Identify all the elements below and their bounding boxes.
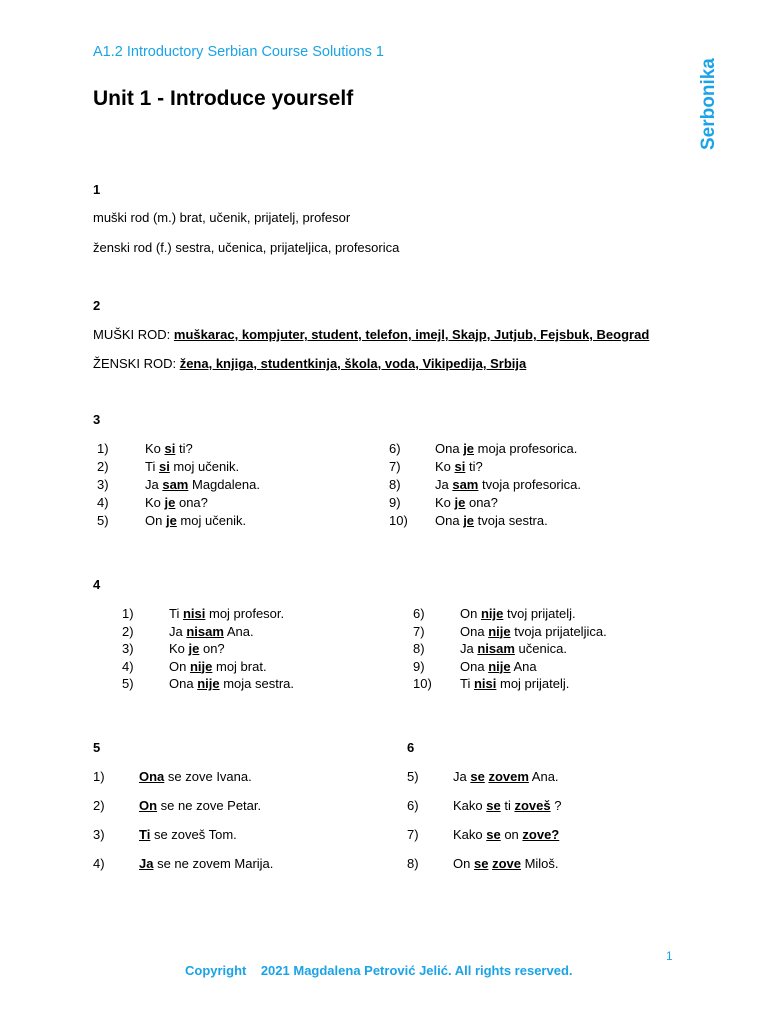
- sentence-text: [453, 855, 559, 873]
- answer-word: sam: [452, 477, 479, 492]
- page-title: Unit 1 - Introduce yourself: [93, 87, 354, 110]
- answer-word: nije: [197, 676, 220, 691]
- item-number: 5): [122, 676, 134, 691]
- sentence-end: tvoja profesorica.: [478, 477, 581, 492]
- sentence-row: [122, 605, 382, 623]
- sentence-end: on?: [199, 641, 225, 656]
- answer-word: je: [463, 441, 475, 456]
- exercise-5-list: [93, 768, 383, 884]
- exercise-4-number: 4: [93, 577, 101, 592]
- sentence-fragment: ?: [550, 798, 562, 813]
- item-number: 6): [389, 441, 401, 456]
- sentence-row: [389, 440, 689, 458]
- exercise-3-left-list: [97, 440, 357, 530]
- sentence-end: ti?: [465, 459, 483, 474]
- sentence-start: Ona: [435, 441, 464, 456]
- sentence-start: Ja: [435, 477, 453, 492]
- sentence-text: [460, 605, 576, 623]
- sentence-row: [407, 797, 707, 826]
- sentence-row: [93, 797, 383, 826]
- sentence-text: [145, 512, 246, 530]
- sentence-fragment: se ne zovem Marija.: [153, 856, 274, 871]
- answer-word: On: [139, 798, 158, 813]
- sentence-row: [407, 855, 707, 884]
- answer-word: nije: [488, 658, 511, 674]
- item-number: 7): [389, 459, 401, 474]
- sentence-row: [97, 494, 357, 512]
- item-number: 7): [407, 827, 419, 842]
- item-number: 7): [413, 623, 425, 639]
- answer-word: je: [164, 495, 176, 510]
- item-number: 3): [97, 477, 109, 492]
- sentence-text: [435, 512, 548, 530]
- answer-word: zoveš: [514, 798, 551, 813]
- item-number: 1): [97, 441, 109, 456]
- answer-word: se: [470, 769, 485, 784]
- exercise-4-right-list: [413, 605, 713, 693]
- answer-word: nije: [189, 658, 213, 674]
- answer-word: je: [165, 513, 177, 528]
- page-number: 1: [666, 949, 673, 963]
- sentence-text: [169, 658, 267, 676]
- exercise-1-number: 1: [93, 182, 101, 197]
- answer-word: je: [454, 495, 466, 510]
- sentence-text: [453, 768, 559, 786]
- item-number: 10): [413, 676, 432, 691]
- sentence-start: Ti: [460, 676, 474, 691]
- sentence-start: Ja: [169, 623, 187, 639]
- item-number: 4): [93, 856, 105, 871]
- sentence-end: Ana.: [223, 623, 254, 639]
- sentence-text: [169, 675, 294, 693]
- sentence-end: Ana: [510, 658, 537, 674]
- sentence-start: Ona: [169, 676, 198, 691]
- sentence-text: [460, 640, 567, 658]
- sentence-row: [93, 826, 383, 855]
- sentence-end: moj učenik.: [169, 459, 240, 474]
- item-number: 5): [407, 769, 419, 784]
- sentence-row: [389, 476, 689, 494]
- answer-word: se: [486, 798, 501, 813]
- item-number: 6): [413, 606, 425, 621]
- answer-word: sam: [162, 477, 189, 492]
- exercise-3-right-list: [389, 440, 689, 530]
- exercise-6-list: [407, 768, 707, 884]
- sentence-row: [93, 768, 383, 797]
- sentence-start: Ona: [435, 513, 464, 528]
- sentence-text: [145, 494, 208, 512]
- feminine-words: žena, knjiga, studentkinja, škola, voda, Vikipedija, Srbija: [179, 356, 527, 371]
- exercise-1-line-masculine: muški rod (m.) brat, učenik, prijatelj, profesor: [93, 210, 351, 225]
- masculine-label: MUŠKI ROD:: [93, 327, 171, 342]
- answer-word: je: [463, 513, 475, 528]
- masculine-words: muškarac, kompjuter, student, telefon, imejl, Skajp, Jutjub, Fejsbuk, Beograd: [173, 327, 650, 342]
- sentence-end: moj brat.: [212, 658, 267, 674]
- sentence-start: Ti: [169, 606, 183, 621]
- item-number: 9): [389, 495, 401, 510]
- exercise-6-number: 6: [407, 740, 415, 755]
- answer-word: nije: [480, 606, 504, 621]
- sentence-text: [435, 476, 581, 494]
- sentence-end: moj učenik.: [176, 513, 247, 528]
- exercise-1-line-feminine: ženski rod (f.) sestra, učenica, prijateljica, profesorica: [93, 240, 400, 255]
- item-number: 3): [93, 827, 105, 842]
- sentence-end: Magdalena.: [188, 477, 260, 492]
- exercise-2-number: 2: [93, 298, 101, 313]
- item-number: 1): [122, 606, 134, 621]
- sentence-row: [407, 768, 707, 797]
- sentence-end: moj prijatelj.: [496, 676, 570, 691]
- sentence-text: [169, 605, 284, 623]
- sentence-start: Ona: [460, 623, 489, 639]
- exercise-2-feminine: [93, 356, 526, 371]
- sentence-start: Ko: [145, 495, 165, 510]
- sentence-row: [97, 512, 357, 530]
- sentence-start: Ko: [435, 495, 455, 510]
- sentence-end: moja sestra.: [219, 676, 295, 691]
- sentence-text: [435, 458, 483, 476]
- sentence-text: [435, 494, 498, 512]
- exercise-3-number: 3: [93, 412, 101, 427]
- sentence-end: ti?: [175, 441, 193, 456]
- item-number: 1): [93, 769, 105, 784]
- sentence-row: [407, 826, 707, 855]
- sentence-fragment: se zoveš Tom.: [150, 827, 237, 842]
- sentence-row: [413, 675, 713, 693]
- sentence-end: učenica.: [514, 641, 567, 656]
- sentence-fragment: Ana.: [528, 769, 559, 784]
- sentence-fragment: Kako: [453, 798, 487, 813]
- answer-word: Ti: [139, 827, 151, 842]
- sentence-row: [122, 623, 382, 641]
- sentence-end: tvoja sestra.: [474, 513, 548, 528]
- sentence-text: [453, 797, 561, 815]
- answer-word: zove?: [522, 827, 560, 842]
- sentence-end: tvoj prijatelj.: [503, 606, 576, 621]
- document-header: A1.2 Introductory Serbian Course Solutions 1: [93, 44, 384, 60]
- exercise-4-left-list: [122, 605, 382, 693]
- answer-word: si: [158, 459, 170, 474]
- sentence-end: moja profesorica.: [474, 441, 578, 456]
- sentence-row: [413, 640, 713, 658]
- sentence-start: Ko: [145, 441, 165, 456]
- answer-word: nisam: [477, 641, 515, 656]
- answer-word: Ja: [139, 856, 154, 871]
- sentence-row: [97, 476, 357, 494]
- answer-word: si: [454, 459, 466, 474]
- sentence-row: [93, 855, 383, 884]
- sentence-row: [389, 494, 689, 512]
- exercise-2-masculine: [93, 327, 649, 342]
- sentence-start: On: [145, 513, 166, 528]
- sentence-end: ona?: [465, 495, 498, 510]
- sentence-row: [122, 675, 382, 693]
- sentence-end: ona?: [175, 495, 208, 510]
- item-number: 4): [97, 495, 109, 510]
- exercise-5-number: 5: [93, 740, 101, 755]
- sentence-end: moj profesor.: [205, 606, 285, 621]
- answer-word: nije: [488, 623, 511, 639]
- sentence-text: [169, 623, 254, 641]
- sentence-text: [169, 640, 225, 658]
- sentence-fragment: se ne zove Petar.: [157, 798, 262, 813]
- sentence-text: [139, 797, 261, 815]
- sentence-row: [97, 458, 357, 476]
- sentence-row: [97, 440, 357, 458]
- sentence-start: Ja: [145, 477, 163, 492]
- sentence-row: [389, 458, 689, 476]
- answer-word: je: [188, 641, 200, 656]
- sentence-end: tvoja prijateljica.: [510, 623, 607, 639]
- sentence-text: [453, 826, 559, 844]
- sentence-text: [145, 476, 260, 494]
- answer-word: nisi: [473, 676, 497, 691]
- sentence-text: [460, 658, 537, 676]
- sentence-text: [139, 826, 237, 844]
- sentence-start: Ja: [460, 641, 478, 656]
- item-number: 3): [122, 641, 134, 656]
- sentence-text: [435, 440, 577, 458]
- sentence-row: [389, 512, 689, 530]
- sentence-start: Ko: [435, 459, 455, 474]
- logo-text: Serbonika: [698, 58, 719, 150]
- answer-word: zovem: [488, 769, 529, 784]
- item-number: 8): [389, 477, 401, 492]
- sentence-row: [413, 605, 713, 623]
- sentence-fragment: On: [453, 856, 474, 871]
- answer-word: Ona: [139, 769, 165, 784]
- answer-word: se: [486, 827, 501, 842]
- sentence-start: Ti: [145, 459, 159, 474]
- sentence-fragment: ti: [500, 798, 515, 813]
- item-number: 10): [389, 513, 408, 528]
- sentence-start: Ona: [460, 658, 489, 674]
- sentence-start: On: [169, 658, 190, 674]
- sentence-fragment: Kako: [453, 827, 487, 842]
- answer-word: zove: [492, 856, 521, 871]
- sentence-text: [460, 623, 607, 641]
- item-number: 2): [93, 798, 105, 813]
- sentence-fragment: se zove Ivana.: [164, 769, 252, 784]
- item-number: 2): [122, 623, 134, 639]
- sentence-row: [413, 658, 713, 676]
- sentence-fragment: on: [500, 827, 523, 842]
- sentence-text: [460, 675, 569, 693]
- sentence-row: [122, 658, 382, 676]
- sentence-text: [145, 440, 193, 458]
- item-number: 4): [122, 658, 134, 674]
- sentence-row: [413, 623, 713, 641]
- sentence-fragment: Miloš.: [520, 856, 559, 871]
- item-number: 2): [97, 459, 109, 474]
- sentence-text: [139, 768, 252, 786]
- item-number: 9): [413, 658, 425, 674]
- item-number: 8): [407, 856, 419, 871]
- sentence-fragment: Ja: [453, 769, 471, 784]
- answer-word: nisam: [186, 623, 224, 639]
- sentence-text: [145, 458, 239, 476]
- sentence-row: [122, 640, 382, 658]
- item-number: 8): [413, 641, 425, 656]
- sentence-start: On: [460, 606, 481, 621]
- serbonika-logo: [686, 44, 726, 152]
- answer-word: si: [164, 441, 176, 456]
- copyright-footer: Copyright 2021 Magdalena Petrović Jelić. All rights reserved.: [185, 963, 573, 978]
- sentence-start: Ko: [169, 641, 189, 656]
- answer-word: se: [473, 856, 489, 871]
- feminine-label: ŽENSKI ROD:: [93, 356, 177, 371]
- answer-word: nisi: [182, 606, 206, 621]
- sentence-text: [139, 855, 273, 873]
- item-number: 5): [97, 513, 109, 528]
- item-number: 6): [407, 798, 419, 813]
